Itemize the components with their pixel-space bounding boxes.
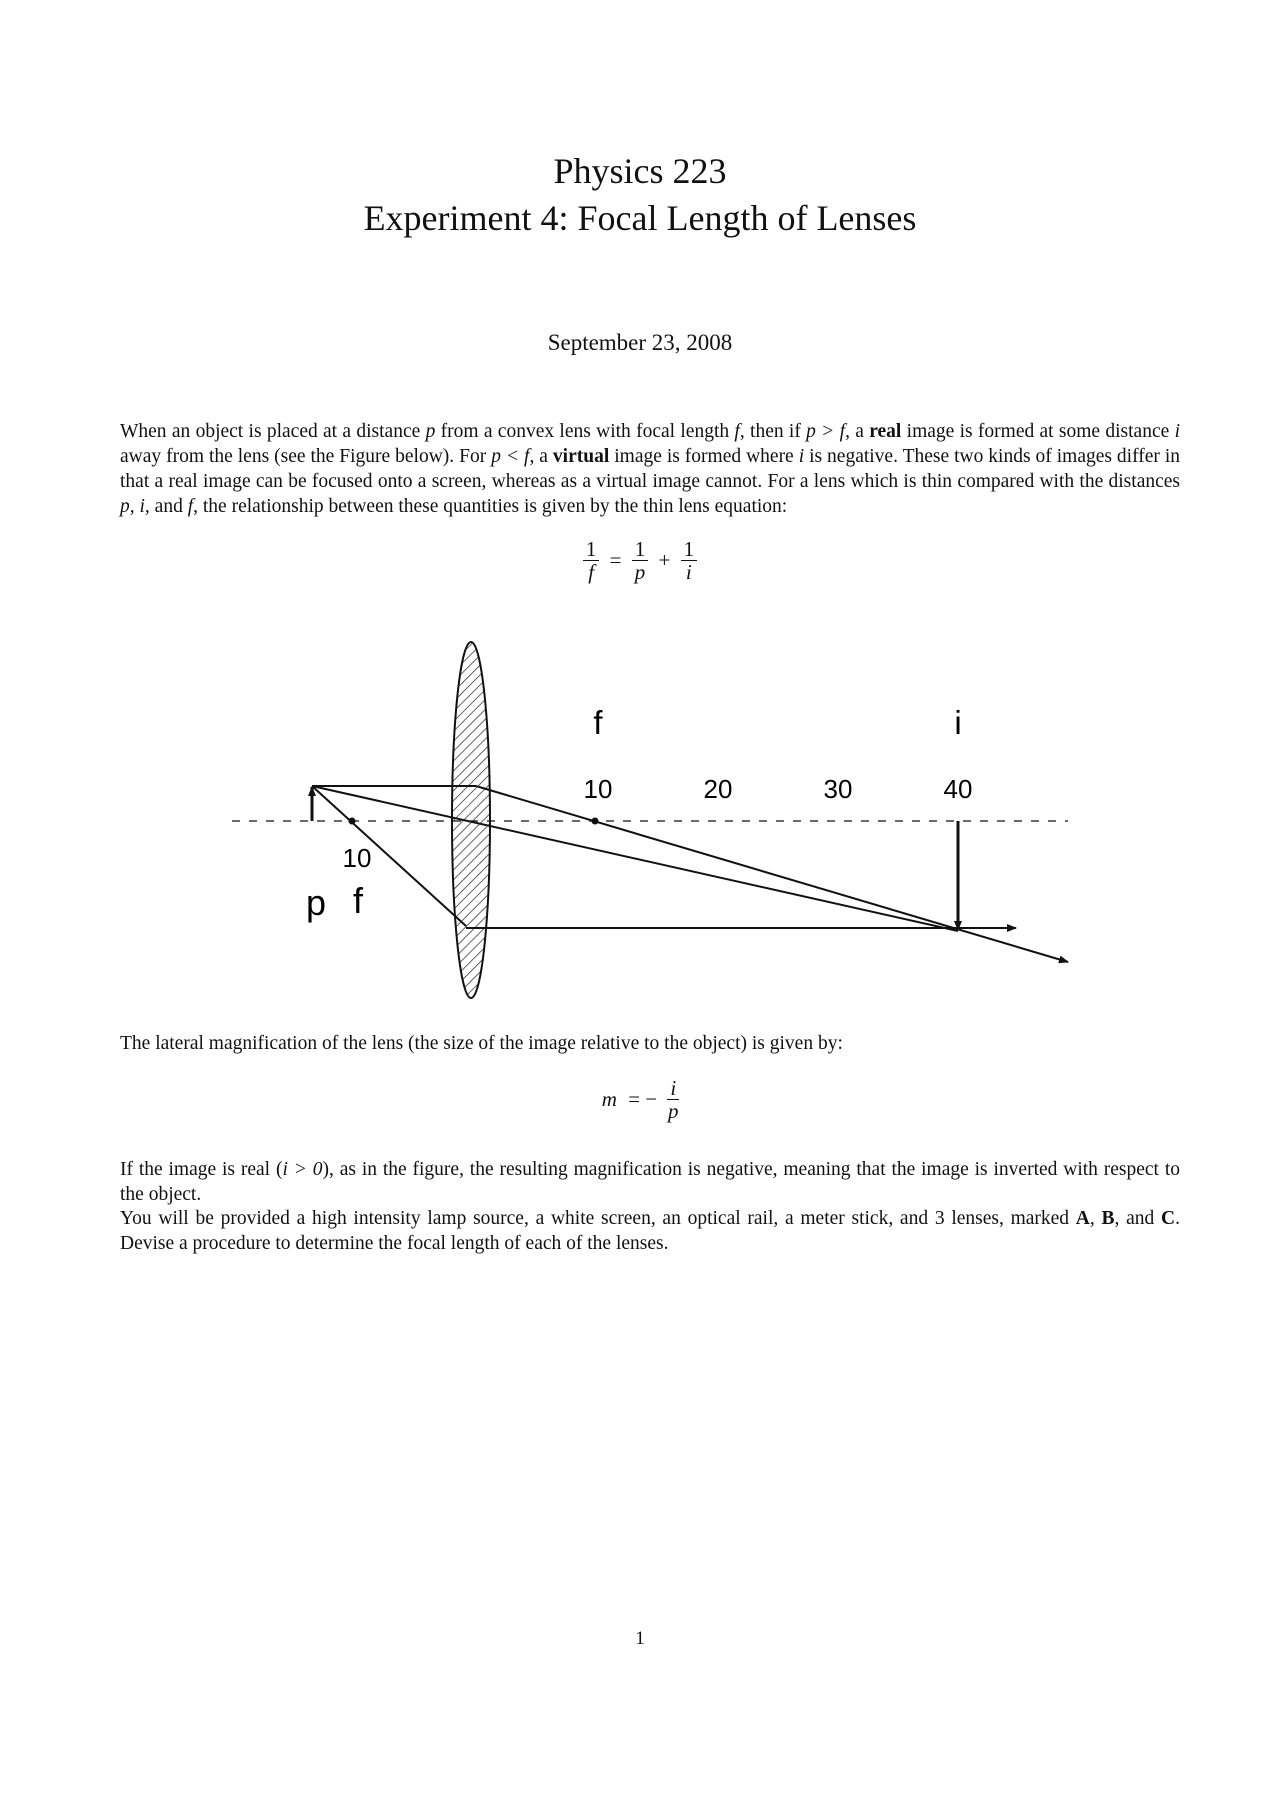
real-image-paragraph: If the image is real (i > 0), as in the figure, the resulting magnification is negative, meaning that the image is inverted with respect to the object.	[120, 1159, 1180, 1205]
convex-lens	[452, 642, 490, 998]
lens-ray-diagram	[0, 620, 1280, 1020]
p-label: p	[305, 882, 327, 923]
procedure-paragraph: You will be provided a high intensity lamp source, a white screen, an optical rail, a meter stick, and 3 lenses, marked A, B, and C. Devise a procedure to determine the focal length of each of the lenses.	[120, 1208, 1181, 1254]
far-focal-point	[592, 818, 599, 825]
magnification-equation: m = − $\frac{i}{p}$	[601, 1076, 679, 1123]
tick-label-30: 30	[823, 774, 853, 804]
ray-through-near-focus	[312, 786, 466, 926]
intro-paragraph: When an object is placed at a distance p from a convex lens with focal length f, then if p > f, a real image is formed at some distance i away from the lens (see the Figure below). For p < f, a virtual image is formed where i is negative. These two kinds of images differ in that a real image can be focused onto a screen, whereas as a virtual image cannot. For a lens which is thin compared with the distances p, i, and f, the relationship between these quantities is given by the thin lens equation:	[120, 421, 1181, 517]
magnification-intro: The lateral magnification of the lens (the size of the image relative to the object) is given by:	[120, 1033, 843, 1054]
ray-refracted-through-focus	[476, 786, 1068, 962]
experiment-title: Experiment 4: Focal Length of Lenses	[363, 198, 917, 238]
tick-label-20: 20	[703, 774, 733, 804]
document-date: September 23, 2008	[547, 330, 733, 355]
near-focal-point	[349, 818, 356, 825]
ray-through-center	[312, 786, 958, 931]
object-distance-label: 10	[342, 843, 372, 873]
tick-label-10: 10	[583, 774, 613, 804]
thin-lens-equation: $\frac{1}{f}$ = $\frac{1}{p}$ + $\frac{1}{i}$	[0, 538, 1280, 583]
page-number: 1	[635, 1628, 645, 1649]
image-label: i	[954, 704, 962, 741]
focal-label-right: f	[593, 704, 603, 741]
course-title: Physics 223	[553, 151, 727, 191]
f-label-left: f	[352, 880, 364, 921]
tick-label-40: 40	[943, 774, 973, 804]
